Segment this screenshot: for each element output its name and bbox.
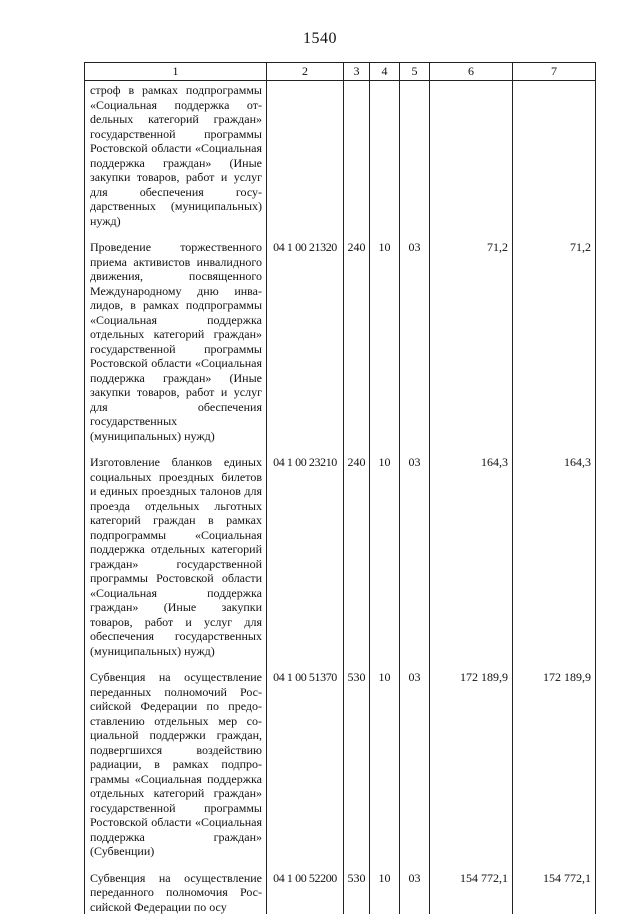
row-section: 10	[370, 443, 400, 658]
budget-table	[84, 62, 596, 914]
row-target-code: 04 1 00 51370	[267, 658, 344, 859]
row-description: Субвенция на осуществление переданного полномочия Российской Федерации по осу	[85, 859, 267, 914]
column-header: 5	[400, 63, 430, 81]
row-target-code: 04 1 00 21320	[267, 228, 344, 443]
row-expense-type: 240	[344, 443, 370, 658]
row-description: Изготовление бланков единых социальных проездных билетов и единых проездных талонов для проезда отдельных льготных категорий граждан в рамках подпрограммы «Социальная поддержка отдельных категорий граждан» государственной программы Ростовской области «Социальная поддержка граждан» (Иные закупки товаров, работ и услуг для обеспечения государственных (муниципальных) нужд)	[85, 443, 267, 658]
row-amount-2: 71,2	[513, 228, 596, 443]
row-target-code: 04 1 00 23210	[267, 443, 344, 658]
row-amount-1: 154 772,1	[430, 859, 513, 914]
row-section: 10	[370, 658, 400, 859]
row-description: Субвенция на осуществление переданных полномочий Российской Федерации по предоставлению отдельных мер социальной поддержки граждан, подвергшихся воздействию радиации, в рамках подпрограммы «Социальная поддержка отдельных категорий граждан» государственной программы Ростовской области «Социальная поддержка граждан» (Субвенции)	[85, 658, 267, 859]
row-expense-type	[344, 81, 370, 229]
table-row	[85, 443, 596, 658]
row-amount-2: 172 189,9	[513, 658, 596, 859]
page-number: 1540	[0, 30, 640, 48]
row-target-code: 04 1 00 52200	[267, 859, 344, 914]
row-amount-1: 164,3	[430, 443, 513, 658]
row-subsection: 03	[400, 658, 430, 859]
row-subsection	[400, 81, 430, 229]
column-header: 7	[513, 63, 596, 81]
row-description: строф в рамках подпрограммы «Социальная поддержка отdельных категорий граждан» государственной программы Ростовской области «Социальная поддержка граждан» (Иные закупки товаров, работ и услуг для обеспечения государственных (муниципальных) нужд)	[85, 81, 267, 229]
column-header: 3	[344, 63, 370, 81]
column-header: 1	[85, 63, 267, 81]
table-header-row	[85, 63, 596, 81]
row-amount-2: 154 772,1	[513, 859, 596, 914]
row-subsection: 03	[400, 228, 430, 443]
table-row	[85, 859, 596, 914]
row-expense-type: 530	[344, 859, 370, 914]
row-description: Проведение торжественного приема активистов инвалидного движения, посвященного Международному дню инвалидов, в рамках подпрограммы «Социальная поддержка отдельных категорий граждан» государственной программы Ростовской области «Социальная поддержка граждан» (Иные закупки товаров, работ и услуг для обеспечения государственных (муниципальных) нужд)	[85, 228, 267, 443]
row-expense-type: 530	[344, 658, 370, 859]
row-amount-2: 164,3	[513, 443, 596, 658]
row-expense-type: 240	[344, 228, 370, 443]
column-header: 4	[370, 63, 400, 81]
row-subsection: 03	[400, 443, 430, 658]
row-subsection: 03	[400, 859, 430, 914]
row-section	[370, 81, 400, 229]
row-amount-1: 71,2	[430, 228, 513, 443]
row-target-code	[267, 81, 344, 229]
row-amount-1	[430, 81, 513, 229]
row-amount-1: 172 189,9	[430, 658, 513, 859]
row-section: 10	[370, 228, 400, 443]
table-row	[85, 658, 596, 859]
column-header: 6	[430, 63, 513, 81]
table-row	[85, 81, 596, 229]
table-row	[85, 228, 596, 443]
column-header: 2	[267, 63, 344, 81]
row-section: 10	[370, 859, 400, 914]
row-amount-2	[513, 81, 596, 229]
